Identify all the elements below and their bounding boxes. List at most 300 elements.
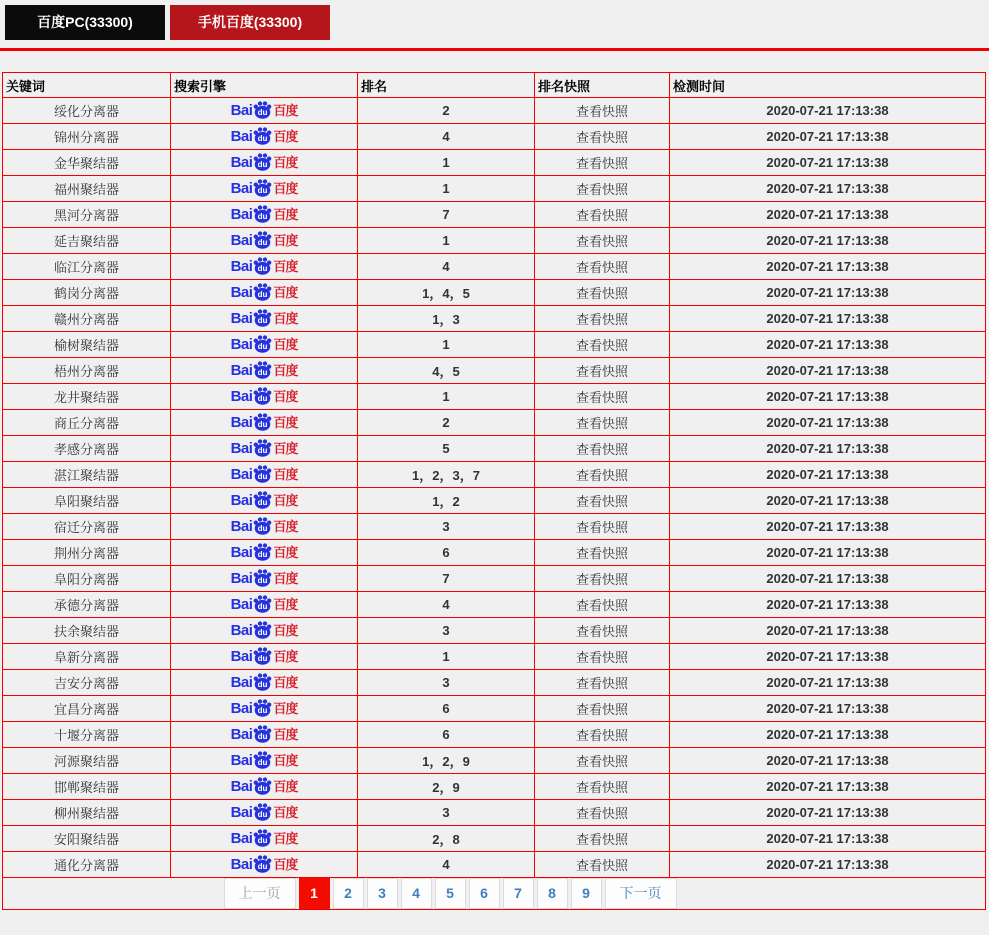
snapshot-link[interactable]: 查看快照 (575, 104, 628, 119)
rank-cell: 5 (358, 436, 535, 462)
baidu-logo-cn-text: 百度 (273, 285, 298, 300)
snapshot-link[interactable]: 查看快照 (575, 208, 628, 223)
time-cell: 2020-07-21 17:13:38 (670, 618, 986, 644)
baidu-logo-cn-text: 百度 (273, 623, 298, 638)
snapshot-link[interactable]: 查看快照 (575, 650, 628, 665)
snapshot-link[interactable]: 查看快照 (575, 494, 628, 509)
tab-bar (0, 0, 989, 40)
rank-cell: 3 (358, 618, 535, 644)
engine-cell (171, 774, 358, 800)
keyword-cell: 阜阳聚结器 (3, 488, 171, 514)
rank-cell: 1 (358, 332, 535, 358)
engine-cell (171, 462, 358, 488)
snapshot-link[interactable]: 查看快照 (575, 364, 628, 379)
svg-text:du: du (257, 680, 268, 690)
table-row (3, 514, 986, 540)
engine-cell (171, 540, 358, 566)
snapshot-link[interactable]: 查看快照 (575, 546, 628, 561)
table-row (3, 618, 986, 644)
snapshot-link[interactable]: 查看快照 (575, 442, 628, 457)
svg-text:du: du (257, 810, 268, 820)
snapshot-cell (535, 488, 670, 514)
table-row (3, 436, 986, 462)
baidu-logo-bai-text: Bai (230, 700, 253, 717)
pagination-cell (3, 878, 986, 910)
pagination-prev-button[interactable]: 上一页 (224, 878, 296, 909)
snapshot-cell (535, 124, 670, 150)
snapshot-link[interactable]: 查看快照 (575, 416, 628, 431)
engine-cell (171, 306, 358, 332)
snapshot-link[interactable]: 查看快照 (575, 858, 628, 873)
rank-cell: 3 (358, 514, 535, 540)
time-cell: 2020-07-21 17:13:38 (670, 436, 986, 462)
snapshot-link[interactable]: 查看快照 (575, 676, 628, 691)
engine-cell (171, 150, 358, 176)
rank-cell: 3 (358, 670, 535, 696)
snapshot-cell (535, 280, 670, 306)
baidu-logo (231, 568, 298, 589)
baidu-paw-icon (253, 672, 272, 691)
baidu-logo-bai-text: Bai (230, 648, 253, 665)
baidu-logo-bai-text: Bai (230, 414, 253, 431)
baidu-paw-icon (253, 360, 272, 379)
snapshot-cell (535, 748, 670, 774)
pagination-next-button[interactable]: 下一页 (605, 878, 677, 909)
table-row (3, 748, 986, 774)
rank-cell: 1 (358, 384, 535, 410)
keyword-cell: 吉安分离器 (3, 670, 171, 696)
svg-text:du: du (257, 394, 268, 404)
baidu-logo (231, 802, 298, 823)
pagination-page-1[interactable]: 1 (299, 878, 330, 909)
baidu-logo-bai-text: Bai (230, 466, 253, 483)
pagination-page-8[interactable]: 8 (537, 878, 568, 909)
table-row (3, 774, 986, 800)
svg-text:du: du (257, 654, 268, 664)
baidu-logo (231, 152, 298, 173)
rank-cell: 4 (358, 254, 535, 280)
table-row (3, 852, 986, 878)
keyword-cell: 鹤岗分离器 (3, 280, 171, 306)
baidu-logo (231, 776, 298, 797)
rank-cell: 1，2 (358, 488, 535, 514)
rank-cell: 7 (358, 566, 535, 592)
baidu-logo-cn-text: 百度 (273, 857, 298, 872)
time-cell: 2020-07-21 17:13:38 (670, 696, 986, 722)
time-cell: 2020-07-21 17:13:38 (670, 228, 986, 254)
table-row (3, 254, 986, 280)
svg-text:du: du (257, 316, 268, 326)
baidu-logo-cn-text: 百度 (273, 545, 298, 560)
snapshot-link[interactable]: 查看快照 (575, 260, 628, 275)
table-row (3, 462, 986, 488)
svg-text:du: du (257, 160, 268, 170)
baidu-paw-icon (253, 308, 272, 327)
svg-text:du: du (257, 602, 268, 612)
snapshot-cell (535, 150, 670, 176)
baidu-paw-icon (253, 256, 272, 275)
time-cell: 2020-07-21 17:13:38 (670, 774, 986, 800)
keyword-cell: 柳州聚结器 (3, 800, 171, 826)
rank-cell: 2，8 (358, 826, 535, 852)
snapshot-link[interactable]: 查看快照 (575, 520, 628, 535)
baidu-logo-cn-text: 百度 (273, 727, 298, 742)
snapshot-link[interactable]: 查看快照 (575, 598, 628, 613)
rank-cell: 1 (358, 150, 535, 176)
rank-cell: 4，5 (358, 358, 535, 384)
engine-cell (171, 202, 358, 228)
baidu-paw-icon (253, 568, 272, 587)
snapshot-cell (535, 436, 670, 462)
snapshot-link[interactable]: 查看快照 (575, 286, 628, 301)
keyword-cell: 宜昌分离器 (3, 696, 171, 722)
snapshot-cell (535, 618, 670, 644)
keyword-cell: 梧州分离器 (3, 358, 171, 384)
baidu-logo-bai-text: Bai (230, 284, 253, 301)
baidu-logo (231, 438, 298, 459)
baidu-logo-cn-text: 百度 (273, 259, 298, 274)
baidu-logo-bai-text: Bai (230, 726, 253, 743)
keyword-cell: 临江分离器 (3, 254, 171, 280)
baidu-logo-cn-text: 百度 (273, 389, 298, 404)
baidu-logo (231, 282, 298, 303)
baidu-paw-icon (253, 698, 272, 717)
snapshot-cell (535, 306, 670, 332)
snapshot-link[interactable]: 查看快照 (575, 182, 628, 197)
rank-cell: 1 (358, 228, 535, 254)
keyword-cell: 绥化分离器 (3, 98, 171, 124)
baidu-logo-cn-text: 百度 (273, 675, 298, 690)
table-body (3, 98, 986, 878)
table-header (3, 73, 986, 98)
baidu-paw-icon (253, 724, 272, 743)
baidu-paw-icon (253, 620, 272, 639)
header-row (3, 73, 986, 98)
keyword-cell: 榆树聚结器 (3, 332, 171, 358)
baidu-paw-icon (253, 464, 272, 483)
rank-cell: 4 (358, 592, 535, 618)
svg-text:du: du (257, 732, 268, 742)
time-cell: 2020-07-21 17:13:38 (670, 410, 986, 436)
baidu-logo-cn-text: 百度 (273, 753, 298, 768)
engine-cell (171, 670, 358, 696)
rank-cell: 7 (358, 202, 535, 228)
table-row (3, 722, 986, 748)
baidu-logo-bai-text: Bai (230, 102, 253, 119)
baidu-logo-cn-text: 百度 (273, 363, 298, 378)
svg-text:du: du (257, 108, 268, 118)
pagination-page-4[interactable]: 4 (401, 878, 432, 909)
rank-cell: 4 (358, 852, 535, 878)
baidu-logo-bai-text: Bai (230, 180, 253, 197)
snapshot-link[interactable]: 查看快照 (575, 702, 628, 717)
svg-text:du: du (257, 290, 268, 300)
snapshot-cell (535, 462, 670, 488)
pagination-row (3, 878, 986, 910)
baidu-paw-icon (253, 854, 272, 873)
pagination-page-2[interactable]: 2 (333, 878, 364, 909)
snapshot-cell (535, 384, 670, 410)
keyword-cell: 荆州分离器 (3, 540, 171, 566)
baidu-logo-bai-text: Bai (230, 232, 253, 249)
snapshot-link[interactable]: 查看快照 (575, 234, 628, 249)
engine-cell (171, 696, 358, 722)
snapshot-link[interactable]: 查看快照 (575, 832, 628, 847)
baidu-logo-bai-text: Bai (230, 492, 253, 509)
table-row (3, 410, 986, 436)
engine-cell (171, 124, 358, 150)
engine-cell (171, 722, 358, 748)
col-header-engine: 搜索引擎 (171, 73, 358, 98)
pagination-page-5[interactable]: 5 (435, 878, 466, 909)
baidu-logo-cn-text: 百度 (273, 103, 298, 118)
baidu-logo (231, 334, 298, 355)
table-row (3, 670, 986, 696)
baidu-logo-bai-text: Bai (230, 830, 253, 847)
baidu-logo (231, 230, 298, 251)
engine-cell (171, 436, 358, 462)
snapshot-cell (535, 202, 670, 228)
baidu-logo (231, 516, 298, 537)
baidu-logo (231, 464, 298, 485)
baidu-logo-bai-text: Bai (230, 596, 253, 613)
keyword-cell: 商丘分离器 (3, 410, 171, 436)
svg-text:du: du (257, 784, 268, 794)
snapshot-cell (535, 774, 670, 800)
table-row (3, 696, 986, 722)
rank-cell: 1，3 (358, 306, 535, 332)
pagination-page-6[interactable]: 6 (469, 878, 500, 909)
table-row (3, 306, 986, 332)
time-cell: 2020-07-21 17:13:38 (670, 644, 986, 670)
snapshot-link[interactable]: 查看快照 (575, 130, 628, 145)
rank-table (2, 72, 986, 910)
engine-cell (171, 98, 358, 124)
table-row (3, 800, 986, 826)
keyword-cell: 河源聚结器 (3, 748, 171, 774)
time-cell: 2020-07-21 17:13:38 (670, 852, 986, 878)
snapshot-cell (535, 176, 670, 202)
keyword-cell: 金华聚结器 (3, 150, 171, 176)
rank-cell: 1，2，9 (358, 748, 535, 774)
baidu-logo-bai-text: Bai (230, 544, 253, 561)
time-cell: 2020-07-21 17:13:38 (670, 176, 986, 202)
baidu-logo-cn-text: 百度 (273, 701, 298, 716)
engine-cell (171, 488, 358, 514)
col-header-snapshot: 排名快照 (535, 73, 670, 98)
snapshot-link[interactable]: 查看快照 (575, 728, 628, 743)
tab-baidu-mobile[interactable]: 手机百度(33300) (170, 5, 330, 40)
baidu-paw-icon (253, 438, 272, 457)
keyword-cell: 宿迁分离器 (3, 514, 171, 540)
baidu-logo-cn-text: 百度 (273, 597, 298, 612)
svg-text:du: du (257, 550, 268, 560)
baidu-logo-cn-text: 百度 (273, 493, 298, 508)
baidu-logo (231, 672, 298, 693)
time-cell: 2020-07-21 17:13:38 (670, 280, 986, 306)
col-header-time: 检测时间 (670, 73, 986, 98)
baidu-paw-icon (253, 334, 272, 353)
snapshot-link[interactable]: 查看快照 (575, 338, 628, 353)
keyword-cell: 扶余聚结器 (3, 618, 171, 644)
snapshot-cell (535, 644, 670, 670)
table-row (3, 540, 986, 566)
snapshot-cell (535, 800, 670, 826)
baidu-logo-bai-text: Bai (230, 310, 253, 327)
snapshot-link[interactable]: 查看快照 (575, 468, 628, 483)
baidu-logo-cn-text: 百度 (273, 441, 298, 456)
snapshot-link[interactable]: 查看快照 (575, 156, 628, 171)
rank-cell: 3 (358, 800, 535, 826)
baidu-logo-cn-text: 百度 (273, 571, 298, 586)
baidu-logo-cn-text: 百度 (273, 337, 298, 352)
svg-text:du: du (257, 576, 268, 586)
time-cell: 2020-07-21 17:13:38 (670, 98, 986, 124)
time-cell: 2020-07-21 17:13:38 (670, 592, 986, 618)
baidu-logo (231, 126, 298, 147)
engine-cell (171, 644, 358, 670)
baidu-logo-bai-text: Bai (230, 570, 253, 587)
baidu-logo-bai-text: Bai (230, 674, 253, 691)
snapshot-cell (535, 852, 670, 878)
pagination-page-9[interactable]: 9 (571, 878, 602, 909)
time-cell: 2020-07-21 17:13:38 (670, 488, 986, 514)
time-cell: 2020-07-21 17:13:38 (670, 566, 986, 592)
svg-text:du: du (257, 472, 268, 482)
snapshot-cell (535, 254, 670, 280)
rank-cell: 6 (358, 722, 535, 748)
table-row (3, 202, 986, 228)
rank-cell: 2，9 (358, 774, 535, 800)
baidu-logo (231, 360, 298, 381)
baidu-paw-icon (253, 594, 272, 613)
snapshot-link[interactable]: 查看快照 (575, 572, 628, 587)
baidu-logo (231, 386, 298, 407)
baidu-logo-bai-text: Bai (230, 336, 253, 353)
engine-cell (171, 280, 358, 306)
baidu-paw-icon (253, 152, 272, 171)
svg-text:du: du (257, 498, 268, 508)
table-row (3, 228, 986, 254)
baidu-logo-bai-text: Bai (230, 206, 253, 223)
keyword-cell: 锦州分离器 (3, 124, 171, 150)
rank-cell: 6 (358, 696, 535, 722)
engine-cell (171, 748, 358, 774)
baidu-logo-cn-text: 百度 (273, 779, 298, 794)
table-row (3, 592, 986, 618)
time-cell: 2020-07-21 17:13:38 (670, 150, 986, 176)
keyword-cell: 邯郸聚结器 (3, 774, 171, 800)
engine-cell (171, 228, 358, 254)
baidu-paw-icon (253, 412, 272, 431)
table-row (3, 488, 986, 514)
baidu-paw-icon (253, 776, 272, 795)
time-cell: 2020-07-21 17:13:38 (670, 826, 986, 852)
keyword-cell: 延吉聚结器 (3, 228, 171, 254)
baidu-paw-icon (253, 542, 272, 561)
svg-text:du: du (257, 446, 268, 456)
baidu-logo (231, 594, 298, 615)
table-row (3, 280, 986, 306)
baidu-logo-cn-text: 百度 (273, 311, 298, 326)
snapshot-cell (535, 670, 670, 696)
engine-cell (171, 826, 358, 852)
svg-text:du: du (257, 706, 268, 716)
baidu-logo-bai-text: Bai (230, 388, 253, 405)
col-header-rank: 排名 (358, 73, 535, 98)
baidu-logo (231, 542, 298, 563)
baidu-logo (231, 100, 298, 121)
baidu-paw-icon (253, 646, 272, 665)
tab-baidu-pc[interactable]: 百度PC(33300) (5, 5, 165, 40)
snapshot-link[interactable]: 查看快照 (575, 390, 628, 405)
table-row (3, 384, 986, 410)
pagination-page-7[interactable]: 7 (503, 878, 534, 909)
snapshot-link[interactable]: 查看快照 (575, 312, 628, 327)
time-cell: 2020-07-21 17:13:38 (670, 514, 986, 540)
svg-text:du: du (257, 628, 268, 638)
baidu-logo-bai-text: Bai (230, 856, 253, 873)
rank-cell: 1 (358, 176, 535, 202)
snapshot-cell (535, 592, 670, 618)
baidu-paw-icon (253, 828, 272, 847)
baidu-paw-icon (253, 802, 272, 821)
keyword-cell: 阜阳分离器 (3, 566, 171, 592)
time-cell: 2020-07-21 17:13:38 (670, 358, 986, 384)
engine-cell (171, 852, 358, 878)
snapshot-link[interactable]: 查看快照 (575, 806, 628, 821)
baidu-paw-icon (253, 750, 272, 769)
time-cell: 2020-07-21 17:13:38 (670, 800, 986, 826)
baidu-logo-bai-text: Bai (230, 362, 253, 379)
baidu-logo (231, 854, 298, 875)
engine-cell (171, 410, 358, 436)
col-header-keyword: 关键词 (3, 73, 171, 98)
baidu-logo (231, 412, 298, 433)
time-cell: 2020-07-21 17:13:38 (670, 462, 986, 488)
baidu-logo-bai-text: Bai (230, 778, 253, 795)
time-cell: 2020-07-21 17:13:38 (670, 722, 986, 748)
svg-text:du: du (257, 238, 268, 248)
baidu-logo (231, 828, 298, 849)
snapshot-cell (535, 826, 670, 852)
snapshot-link[interactable]: 查看快照 (575, 754, 628, 769)
time-cell: 2020-07-21 17:13:38 (670, 254, 986, 280)
snapshot-link[interactable]: 查看快照 (575, 780, 628, 795)
time-cell: 2020-07-21 17:13:38 (670, 670, 986, 696)
baidu-logo-cn-text: 百度 (273, 467, 298, 482)
baidu-logo-bai-text: Bai (230, 258, 253, 275)
engine-cell (171, 254, 358, 280)
svg-text:du: du (257, 264, 268, 274)
baidu-logo-bai-text: Bai (230, 518, 253, 535)
svg-text:du: du (257, 186, 268, 196)
baidu-logo-cn-text: 百度 (273, 233, 298, 248)
time-cell: 2020-07-21 17:13:38 (670, 748, 986, 774)
time-cell: 2020-07-21 17:13:38 (670, 540, 986, 566)
time-cell: 2020-07-21 17:13:38 (670, 332, 986, 358)
keyword-cell: 龙井聚结器 (3, 384, 171, 410)
engine-cell (171, 800, 358, 826)
rank-cell: 1，4，5 (358, 280, 535, 306)
snapshot-link[interactable]: 查看快照 (575, 624, 628, 639)
baidu-logo-bai-text: Bai (230, 440, 253, 457)
pagination-page-3[interactable]: 3 (367, 878, 398, 909)
baidu-logo-cn-text: 百度 (273, 415, 298, 430)
time-cell: 2020-07-21 17:13:38 (670, 306, 986, 332)
keyword-cell: 安阳聚结器 (3, 826, 171, 852)
table-row (3, 124, 986, 150)
